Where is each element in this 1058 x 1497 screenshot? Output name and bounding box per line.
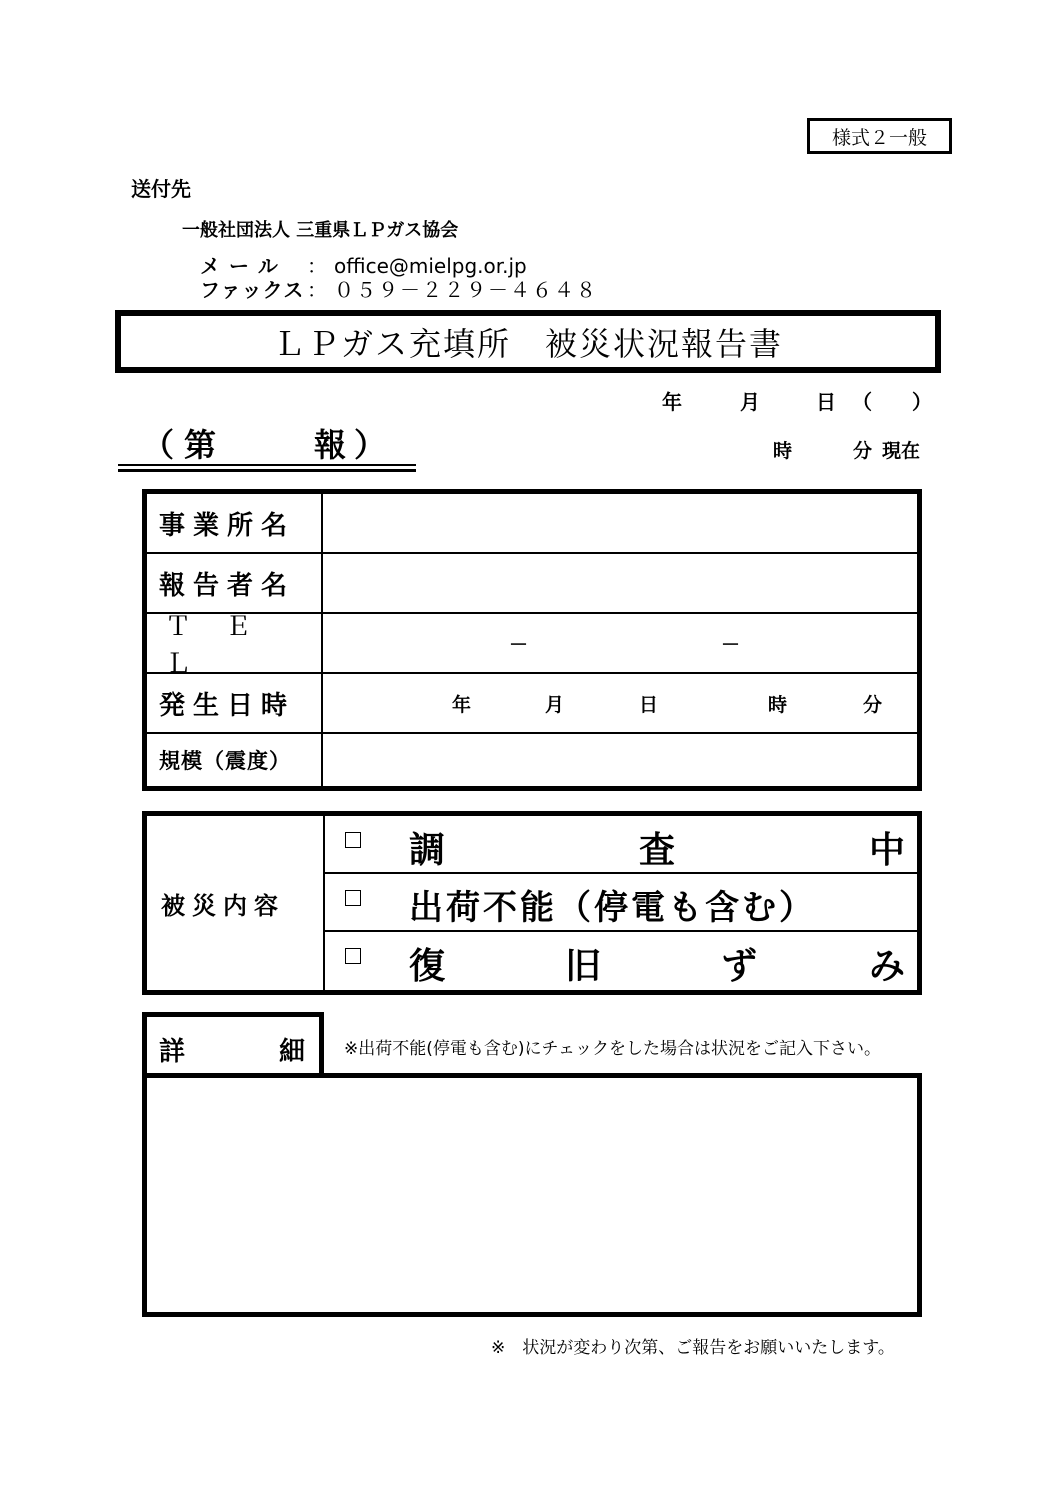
fax-number: ０５９－２２９－４６４８ — [334, 278, 598, 302]
option-restored[interactable] — [325, 932, 917, 990]
page-title: ＬＰガス充填所 被災状況報告書 — [115, 310, 941, 373]
report-dai: 第 — [184, 426, 217, 464]
mail-address[interactable]: office@mielpg.or.jp — [334, 254, 527, 278]
occurred-hour: 時 — [768, 694, 788, 716]
reporter-label: 報告者名 — [147, 554, 323, 612]
damage-table — [142, 811, 922, 995]
option-investigating[interactable] — [325, 816, 917, 874]
fax-row — [200, 274, 598, 303]
report-number — [118, 420, 416, 464]
office-row[interactable] — [147, 494, 917, 554]
opt1-char2: 査 — [639, 830, 676, 871]
option-cannot-ship[interactable] — [325, 874, 917, 932]
reporter-row[interactable] — [147, 554, 917, 614]
occurred-row[interactable] — [147, 674, 917, 734]
office-label: 事業所名 — [147, 494, 323, 552]
form-code: 様式２一般 — [807, 118, 952, 154]
opt3-char3: ず — [721, 946, 758, 987]
occurred-day: 日 — [639, 694, 659, 716]
info-table — [142, 489, 922, 791]
occurred-month: 月 — [545, 694, 565, 716]
time-minute: 分 — [853, 440, 873, 462]
time-now: 現在 — [882, 440, 921, 462]
date-month: 月 — [740, 390, 760, 414]
date-year: 年 — [662, 390, 682, 414]
date-paren-open: （ — [852, 390, 872, 414]
tel-dash-1: － — [509, 634, 529, 656]
fax-separator: ： — [307, 278, 327, 302]
scale-label: 規模（震度） — [147, 734, 323, 786]
send-to-label: 送付先 — [131, 177, 191, 201]
report-paren-close: ） — [354, 426, 387, 464]
tel-label: ＴＥＬ — [147, 614, 323, 672]
date-paren-close: ） — [912, 390, 932, 414]
mail-label: メ ー ル — [200, 254, 279, 278]
opt3-char1: 復 — [409, 946, 446, 987]
occurred-year: 年 — [452, 694, 472, 716]
mail-separator: ： — [307, 254, 327, 278]
opt1-char3: 中 — [869, 830, 906, 871]
detail-label-right: 細 — [279, 1037, 306, 1067]
detail-header — [142, 1012, 324, 1075]
occurred-minute: 分 — [863, 694, 883, 716]
recipient-organization: 一般社団法人 三重県ＬＰガス協会 — [182, 220, 459, 241]
occurred-label: 発生日時 — [147, 674, 323, 732]
footer-note: ※ 状況が変わり次第、ご報告をお願いいたします。 — [491, 1338, 895, 1358]
opt3-char2: 旧 — [565, 946, 602, 987]
report-paren-open: （ — [142, 426, 175, 464]
opt2-text: 出荷不能（停電も含む） — [409, 888, 816, 928]
checkbox-cannot-ship[interactable] — [345, 890, 361, 906]
tel-dash-2: － — [721, 634, 741, 656]
opt3-char4: み — [869, 946, 906, 987]
detail-note: ※出荷不能(停電も含む)にチェックをした場合は状況をご記入下さい。 — [344, 1039, 881, 1059]
opt1-char1: 調 — [409, 830, 446, 871]
time-hour: 時 — [773, 440, 793, 462]
report-ho: 報 — [314, 426, 347, 464]
date-day: 日 — [816, 390, 836, 414]
detail-label-left: 詳 — [159, 1037, 186, 1067]
report-underline-bottom — [118, 469, 416, 472]
damage-label: 被災内容 — [147, 816, 325, 990]
fax-label: ファックス — [200, 278, 305, 302]
checkbox-restored[interactable] — [345, 948, 361, 964]
scale-row[interactable] — [147, 734, 917, 786]
report-underline-top — [118, 464, 416, 466]
detail-textarea[interactable] — [142, 1073, 922, 1317]
tel-row[interactable] — [147, 612, 917, 679]
checkbox-investigating[interactable] — [345, 832, 361, 848]
